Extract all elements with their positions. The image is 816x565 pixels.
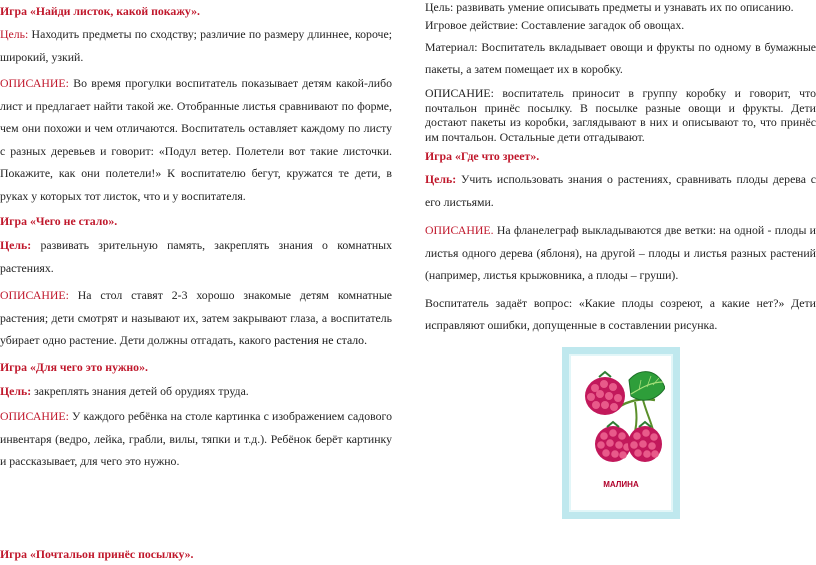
game1-desc-label: ОПИСАНИЕ: xyxy=(0,76,69,90)
raspberry-card xyxy=(562,347,680,519)
game1-goal xyxy=(0,23,392,68)
raspberry-berry xyxy=(595,422,631,462)
game2-goal-text: развивать зрительную память, закреплять знания о комнатных растениях. xyxy=(0,238,392,275)
game2-desc-tail: растения не стало. xyxy=(274,333,368,347)
game1-goal-label: Цель: xyxy=(0,27,29,41)
left-column xyxy=(0,0,392,473)
game2-goal-label: Цель: xyxy=(0,238,32,252)
game2-title: Игра «Чего не стало». xyxy=(0,214,118,228)
game5-goal-label: Цель: xyxy=(425,172,457,187)
game3-goal-label: Цель: xyxy=(0,383,32,398)
game3-desc-text: У каждого ребёнка на столе картинка с изображением садового инвентаря (ведро, лейка, грабли, вилы, тяпки и т.д.). Ребёнок берёт картинку и рассказывает, для чего это нужно. xyxy=(0,409,392,468)
game5-description xyxy=(425,219,816,287)
postman-action: Игровое действие: Составление загадок об овощах. xyxy=(425,18,685,32)
game1-title: Игра «Найди листок, какой покажу». xyxy=(0,4,200,18)
game3-goal xyxy=(0,380,392,403)
postman-description: ОПИСАНИЕ: воспитатель приносит в группу коробку и говорит, что почтальон принёс посылку. В посылке разные овощи и фрукты. Дети достают пакеты из коробки, заглядывают в них и описывают то, что принёс им почтальон. Остальные дети отгадывают. xyxy=(425,86,816,144)
game3-description xyxy=(0,405,392,473)
game1-description xyxy=(0,72,392,207)
game3-desc-label: ОПИСАНИЕ: xyxy=(0,409,69,423)
game5-goal xyxy=(425,168,816,213)
game3-title: Игра «Для чего это нужно». xyxy=(0,359,148,374)
game2-goal xyxy=(0,234,392,279)
game5-desc-text: На фланелеграф выкладываются две ветки: на одной - плоды и листья одного дерева (яблоня), на другой – плоды и листья разных растений (например, листья крыжовника, а плоды – груши). xyxy=(425,223,816,283)
game5-question: Воспитатель задаёт вопрос: «Какие плоды созреют, а какие нет?» Дети исправляют ошибки, допущенные в составлении рисунка. xyxy=(425,295,816,333)
game5-title: Игра «Где что зреет». xyxy=(425,149,540,164)
postman-material: Материал: Воспитатель вкладывает овощи и фрукты по одному в бумажные пакеты, а затем помещает их в коробку. xyxy=(425,40,816,76)
right-column xyxy=(425,0,816,337)
game4-title: Игра «Почтальон принёс посылку». xyxy=(0,547,194,561)
raspberry-illustration xyxy=(577,360,665,478)
game2-desc-text: На стол ставят 2-3 хорошо знакомые детям комнатные растения; дети смотрят и называют их, затем закрывают глаза, а воспитатель убирает одно растение. Дети должны отгадать, какого xyxy=(0,288,392,347)
game5-desc-label: ОПИСАНИЕ. xyxy=(425,223,494,238)
game1-goal-text: Находить предметы по сходству; различие по размеру длиннее, короче; широкий, узкий. xyxy=(0,27,392,64)
game2-description xyxy=(0,284,392,352)
raspberry-leaf xyxy=(629,372,665,401)
game3-goal-text: закреплять знания детей об орудиях труда. xyxy=(31,383,249,398)
game1-desc-text: Во время прогулки воспитатель показывает детям какой-либо лист и предлагает найти такой же. Отобранные листья сравнивают по форме, чем они похожи и чем отличаются. Воспитатель оставляет каждому по листу с разных деревьев и говорит: «Подул ветер. Полетели вот такие листочки. Покажите, как они полетели!» К воспитателю бегут, кружатся те дети, в руках у которых тот листок, что и у воспитателя. xyxy=(0,76,392,203)
postman-goal: Цель: развивать умение описывать предметы и узнавать их по описанию. xyxy=(425,0,794,14)
raspberry-berry xyxy=(628,422,662,462)
game5-goal-text: Учить использовать знания о растениях, сравнивать плоды дерева с его листьями. xyxy=(425,172,816,209)
branch-stem-2 xyxy=(635,402,637,432)
game2-desc-label: ОПИСАНИЕ: xyxy=(0,288,69,302)
card-label: МАЛИНА xyxy=(603,480,639,489)
raspberry-berry xyxy=(585,372,625,415)
